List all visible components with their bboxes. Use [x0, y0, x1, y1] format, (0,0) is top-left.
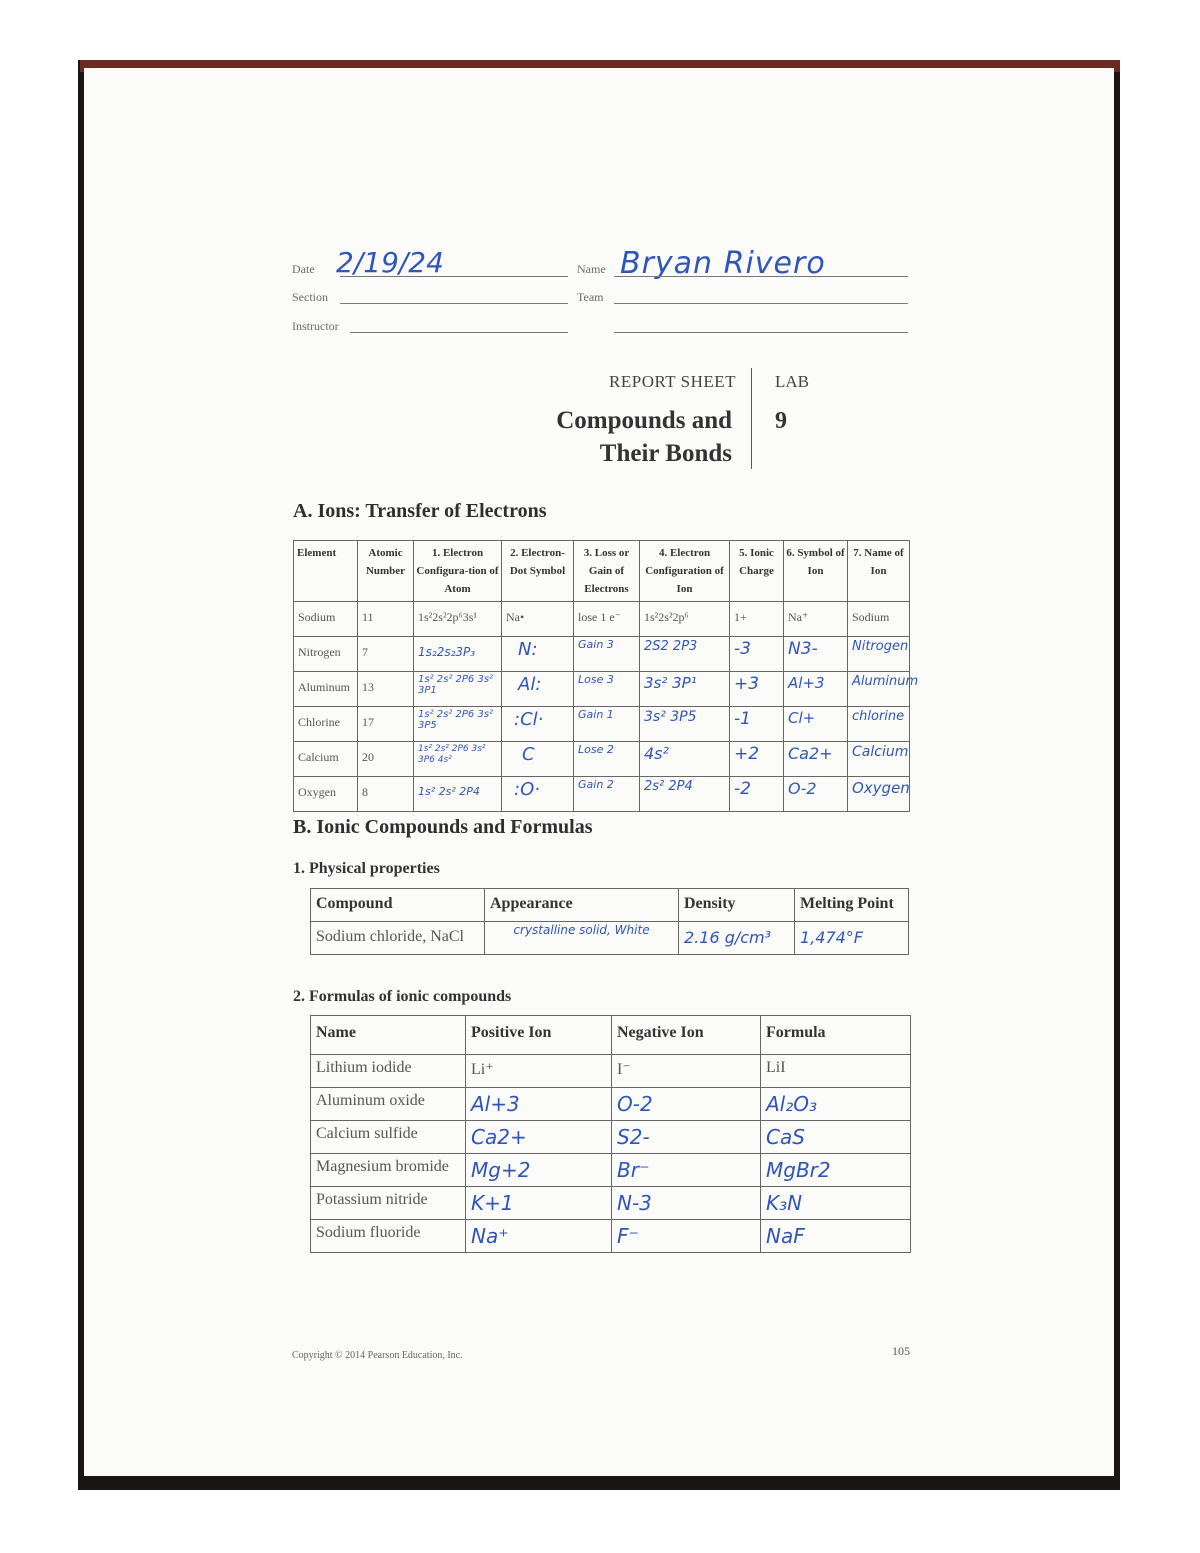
- cell-element-text: Sodium: [298, 610, 336, 624]
- cell-negative-answer: Br⁻: [617, 1158, 650, 1182]
- ions-header-row: [294, 541, 910, 602]
- cell-appearance-answer: crystalline solid, White: [513, 923, 650, 937]
- cell-loss-gain-text: lose 1 e⁻: [578, 610, 621, 624]
- cell-dot[interactable]: [502, 707, 574, 742]
- cell-loss-gain[interactable]: [574, 672, 640, 707]
- cell-loss-gain-answer: Gain 3: [578, 638, 614, 651]
- cell-name[interactable]: [848, 637, 910, 672]
- col-name-ion: 7. Name of Ion: [848, 541, 910, 602]
- section-line: [340, 303, 568, 304]
- cell-ion-config-answer: 3s² 3P5: [644, 709, 697, 725]
- cell-symbol-answer: Ca2+: [788, 744, 833, 763]
- cell-element-text: Chlorine: [298, 715, 340, 729]
- blank-line: [614, 332, 908, 333]
- cell-number-text: 11: [362, 610, 374, 624]
- table-row: [294, 672, 910, 707]
- properties-table: [310, 888, 909, 955]
- cell-element: [294, 707, 358, 742]
- cell-dot-answer: N:: [518, 639, 538, 660]
- cell-positive-answer: K+1: [471, 1191, 514, 1215]
- cell-config-answer: 1s² 2s² 2P4: [418, 785, 480, 798]
- col-appearance: Appearance: [485, 889, 679, 922]
- team-label: Team: [577, 290, 604, 304]
- cell-dot[interactable]: [502, 742, 574, 777]
- table-row: [311, 1088, 911, 1121]
- report-sheet-label: REPORT SHEET: [609, 372, 736, 391]
- cell-dot-answer: C: [522, 744, 535, 765]
- cell-symbol[interactable]: [784, 777, 848, 812]
- cell-element: [294, 742, 358, 777]
- cell-name-answer: Nitrogen: [852, 639, 909, 654]
- cell-name[interactable]: [848, 707, 910, 742]
- cell-config[interactable]: [414, 637, 502, 672]
- col-config-ion: 4. Electron Configuration of Ion: [640, 541, 730, 602]
- cell-element-text: Oxygen: [298, 785, 336, 799]
- cell-symbol[interactable]: [784, 672, 848, 707]
- cell-positive-ion[interactable]: [466, 1220, 612, 1253]
- lab-number: 9: [775, 408, 787, 434]
- cell-element-text: Aluminum: [298, 680, 351, 694]
- cell-negative-ion[interactable]: [612, 1187, 761, 1220]
- cell-charge[interactable]: [730, 742, 784, 777]
- cell-number: [358, 602, 414, 637]
- cell-charge-answer: -2: [734, 779, 751, 799]
- cell-number: [358, 637, 414, 672]
- section-label: Section: [292, 290, 328, 304]
- cell-dot: [502, 602, 574, 637]
- cell-charge[interactable]: [730, 707, 784, 742]
- cell-formula-answer: MgBr2: [766, 1158, 831, 1182]
- cell-loss-gain[interactable]: [574, 637, 640, 672]
- col-positive-ion: Positive Ion: [466, 1016, 612, 1055]
- cell-charge: [730, 602, 784, 637]
- page-title: [500, 404, 732, 470]
- table-row: [294, 707, 910, 742]
- cell-ion-config-answer: 2S2 2P3: [644, 639, 698, 654]
- physical-properties-heading: 1. Physical properties: [293, 860, 440, 877]
- cell-loss-gain[interactable]: [574, 742, 640, 777]
- cell-positive-ion[interactable]: [466, 1088, 612, 1121]
- instructor-label: Instructor: [292, 319, 339, 333]
- cell-ion-config[interactable]: [640, 637, 730, 672]
- cell-dot[interactable]: [502, 672, 574, 707]
- cell-config-text: 1s²2s²2p⁶3s¹: [418, 610, 477, 624]
- cell-number-text: 13: [362, 680, 374, 694]
- cell-positive-ion: Li⁺: [466, 1055, 612, 1088]
- cell-formula: LiI: [761, 1055, 911, 1088]
- cell-symbol: [784, 602, 848, 637]
- ions-table: [293, 540, 919, 812]
- cell-name: [848, 602, 910, 637]
- cell-config[interactable]: [414, 707, 502, 742]
- copyright-notice: Copyright © 2014 Pearson Education, Inc.: [292, 1350, 463, 1361]
- section-b-heading: B. Ionic Compounds and Formulas: [293, 816, 593, 838]
- col-atomic-number: Atomic Number: [358, 541, 414, 602]
- cell-config[interactable]: [414, 742, 502, 777]
- name-value[interactable]: Bryan Rivero: [620, 246, 826, 281]
- cell-symbol-answer: N3-: [788, 639, 818, 659]
- table-row: [311, 922, 909, 955]
- cell-formula-answer: NaF: [766, 1224, 805, 1248]
- cell-positive-answer: Mg+2: [471, 1158, 531, 1182]
- cell-symbol-answer: Al+3: [788, 674, 825, 692]
- cell-positive-answer: Al+3: [471, 1092, 520, 1116]
- cell-element-text: Nitrogen: [298, 645, 341, 659]
- table-row: [311, 1187, 911, 1220]
- col-compound: Compound: [311, 889, 485, 922]
- cell-compound-name: Lithium iodide: [311, 1055, 466, 1088]
- cell-appearance[interactable]: [485, 922, 679, 955]
- cell-ion-config: [640, 602, 730, 637]
- cell-charge-answer: -1: [734, 709, 751, 729]
- cell-number: [358, 672, 414, 707]
- cell-element: [294, 602, 358, 637]
- cell-name[interactable]: [848, 672, 919, 707]
- cell-loss-gain-answer: Gain 2: [578, 778, 614, 791]
- cell-formula-answer: Al₂O₃: [766, 1092, 818, 1116]
- cell-element-text: Calcium: [298, 750, 339, 764]
- cell-charge-answer: +3: [734, 674, 760, 694]
- name-line: [614, 276, 908, 277]
- cell-name[interactable]: [848, 742, 910, 777]
- col-dot-symbol: 2. Electron-Dot Symbol: [502, 541, 574, 602]
- cell-symbol[interactable]: [784, 637, 848, 672]
- cell-config: [414, 602, 502, 637]
- cell-compound-name: Potassium nitride: [311, 1187, 466, 1220]
- cell-config-answer: 1s² 2s² 2P6 3s² 3P1: [418, 674, 494, 696]
- cell-dot-text: Na•: [506, 610, 525, 624]
- cell-ion-config-answer: 4s²: [644, 744, 669, 763]
- cell-symbol-answer: O-2: [788, 779, 817, 798]
- cell-compound-name: Aluminum oxide: [311, 1088, 466, 1121]
- col-ionic-charge: 5. Ionic Charge: [730, 541, 784, 602]
- page-number: 105: [892, 1344, 910, 1358]
- cell-element: [294, 672, 358, 707]
- cell-charge[interactable]: [730, 637, 784, 672]
- cell-dot-answer: :Cl·: [514, 709, 544, 730]
- cell-ion-config[interactable]: [640, 742, 730, 777]
- cell-name-answer: Oxygen: [852, 779, 910, 797]
- title-divider: [751, 368, 752, 469]
- cell-symbol-answer: Cl+: [788, 709, 816, 727]
- cell-number: [358, 742, 414, 777]
- cell-symbol[interactable]: [784, 742, 848, 777]
- formulas-table: [310, 1015, 911, 1253]
- cell-formula[interactable]: [761, 1187, 911, 1220]
- cell-positive-ion[interactable]: [466, 1121, 612, 1154]
- cell-name-text: Sodium: [852, 610, 890, 624]
- cell-ion-config-answer: 2s² 2P4: [644, 779, 693, 794]
- date-value[interactable]: 2/19/24: [336, 246, 444, 279]
- date-line: [340, 276, 568, 277]
- cell-config-answer: 1s₂2s₂3P₃: [418, 645, 476, 659]
- table-row: [311, 1121, 911, 1154]
- cell-density-answer: 2.16 g/cm³: [684, 928, 772, 947]
- cell-negative-ion[interactable]: [612, 1088, 761, 1121]
- team-line: [614, 303, 908, 304]
- cell-melting-point[interactable]: [795, 922, 909, 955]
- col-negative-ion: Negative Ion: [612, 1016, 761, 1055]
- col-element: Element: [294, 541, 358, 602]
- cell-ion-config[interactable]: [640, 672, 730, 707]
- cell-negative-answer: S2-: [617, 1125, 650, 1149]
- cell-symbol[interactable]: [784, 707, 848, 742]
- col-density: Density: [679, 889, 795, 922]
- properties-header-row: [311, 889, 909, 922]
- cell-negative-ion[interactable]: [612, 1220, 761, 1253]
- cell-loss-gain[interactable]: [574, 777, 640, 812]
- col-formula: Formula: [761, 1016, 911, 1055]
- cell-dot-answer: :O·: [514, 779, 540, 800]
- title-line-1: Compounds and: [556, 407, 732, 434]
- cell-loss-gain-answer: Gain 1: [578, 708, 614, 721]
- table-row: [294, 742, 910, 777]
- cell-positive-answer: Ca2+: [471, 1125, 527, 1149]
- cell-positive-ion[interactable]: [466, 1154, 612, 1187]
- cell-charge-answer: -3: [734, 639, 751, 659]
- cell-formula[interactable]: [761, 1154, 911, 1187]
- cell-formula[interactable]: [761, 1220, 911, 1253]
- cell-config[interactable]: [414, 672, 502, 707]
- cell-number: [358, 777, 414, 812]
- col-config-atom: 1. Electron Configura-tion of Atom: [414, 541, 502, 602]
- cell-compound-name: Sodium fluoride: [311, 1220, 466, 1253]
- table-row: [294, 637, 910, 672]
- formulas-header-row: [311, 1016, 911, 1055]
- cell-name-answer: chlorine: [852, 709, 905, 724]
- cell-loss-gain[interactable]: [574, 707, 640, 742]
- section-a-heading: A. Ions: Transfer of Electrons: [293, 500, 547, 522]
- cell-element: [294, 637, 358, 672]
- cell-name[interactable]: [848, 777, 910, 812]
- cell-number-text: 17: [362, 715, 374, 729]
- cell-positive-ion[interactable]: [466, 1187, 612, 1220]
- cell-config-answer: 1s² 2s² 2P6 3s² 3P6 4s²: [418, 744, 486, 765]
- cell-formula-answer: CaS: [766, 1125, 805, 1149]
- cell-loss-gain-answer: Lose 2: [578, 743, 614, 756]
- col-name: Name: [311, 1016, 466, 1055]
- cell-ion-config[interactable]: [640, 707, 730, 742]
- cell-number-text: 20: [362, 750, 374, 764]
- table-row: [294, 602, 910, 637]
- cell-ion-config[interactable]: [640, 777, 730, 812]
- cell-compound: Sodium chloride, NaCl: [311, 922, 485, 955]
- cell-negative-answer: N-3: [617, 1191, 652, 1215]
- date-label: Date: [292, 262, 315, 276]
- col-loss-gain: 3. Loss or Gain of Electrons: [574, 541, 640, 602]
- cell-number-text: 7: [362, 645, 368, 659]
- cell-formula[interactable]: [761, 1121, 911, 1154]
- cell-negative-ion[interactable]: [612, 1154, 761, 1187]
- cell-loss-gain: [574, 602, 640, 637]
- cell-charge-answer: +2: [734, 744, 760, 764]
- cell-melting-answer: 1,474°F: [800, 928, 864, 947]
- cell-element: [294, 777, 358, 812]
- cell-charge-text: 1+: [734, 610, 747, 624]
- cell-number-text: 8: [362, 785, 368, 799]
- cell-dot[interactable]: [502, 637, 574, 672]
- col-symbol-ion: 6. Symbol of Ion: [784, 541, 848, 602]
- cell-negative-answer: F⁻: [617, 1224, 640, 1248]
- formulas-heading: 2. Formulas of ionic compounds: [293, 988, 512, 1005]
- cell-dot-answer: Al:: [518, 674, 542, 695]
- col-melting-point: Melting Point: [795, 889, 909, 922]
- cell-symbol-text: Na⁺: [788, 610, 809, 624]
- cell-ion-config-text: 1s²2s²2p⁶: [644, 610, 689, 624]
- instructor-line: [350, 332, 568, 333]
- cell-loss-gain-answer: Lose 3: [578, 673, 614, 686]
- cell-number: [358, 707, 414, 742]
- cell-dot[interactable]: [502, 777, 574, 812]
- cell-density[interactable]: [679, 922, 795, 955]
- table-row: [311, 1055, 911, 1088]
- name-label: Name: [577, 262, 606, 276]
- cell-config[interactable]: [414, 777, 502, 812]
- cell-positive-answer: Na⁺: [471, 1224, 509, 1248]
- cell-compound-name: Magnesium bromide: [311, 1154, 466, 1187]
- cell-config-answer: 1s² 2s² 2P6 3s² 3P5: [418, 709, 494, 731]
- cell-charge[interactable]: [730, 672, 784, 707]
- cell-negative-ion[interactable]: [612, 1121, 761, 1154]
- cell-formula[interactable]: [761, 1088, 911, 1121]
- cell-compound-name: Calcium sulfide: [311, 1121, 466, 1154]
- cell-negative-answer: O-2: [617, 1092, 653, 1116]
- cell-negative-ion: I⁻: [612, 1055, 761, 1088]
- table-row: [294, 777, 910, 812]
- table-row: [311, 1154, 911, 1187]
- cell-name-answer: Calcium: [852, 744, 909, 760]
- lab-label: LAB: [775, 372, 809, 391]
- cell-ion-config-answer: 3s² 3P¹: [644, 674, 697, 692]
- table-row: [311, 1220, 911, 1253]
- title-line-2: Their Bonds: [599, 440, 732, 467]
- cell-formula-answer: K₃N: [766, 1191, 803, 1215]
- cell-name-answer: Aluminum: [852, 674, 919, 689]
- cell-charge[interactable]: [730, 777, 784, 812]
